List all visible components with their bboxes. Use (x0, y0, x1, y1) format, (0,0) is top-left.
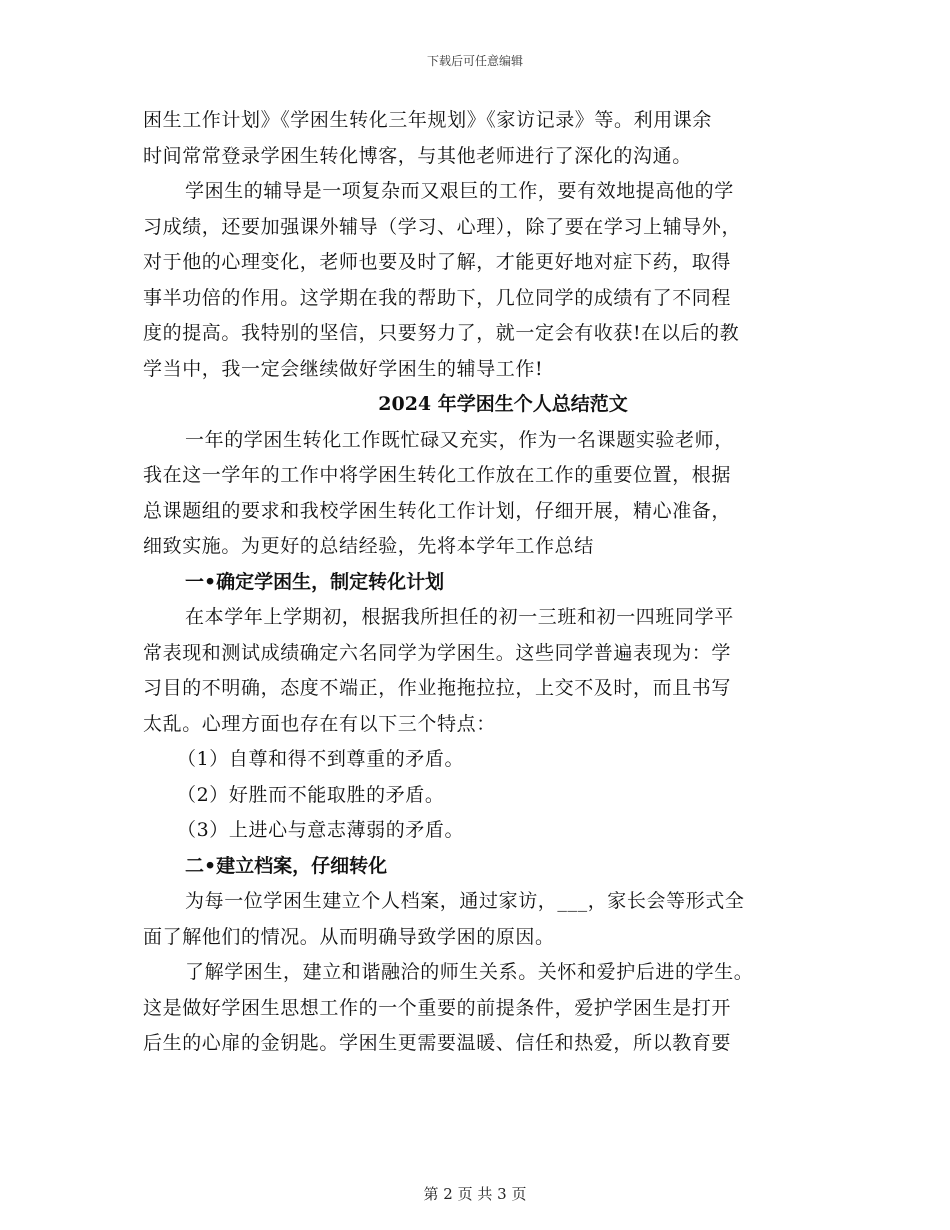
page-footer: 第 2 页 共 3 页 (423, 1185, 527, 1203)
paragraph-line: 在本学年上学期初，根据我所担任的初一三班和初一四班同学平 (185, 606, 734, 628)
list-item: （3）上进心与意志薄弱的矛盾。 (177, 819, 465, 841)
list-item: （1）自尊和得不到尊重的矛盾。 (177, 748, 465, 770)
paragraph-line: 太乱。心理方面也存在有以下三个特点： (143, 712, 496, 735)
list-item: （2）好胜而不能取胜的矛盾。 (177, 783, 445, 806)
paragraph-line: 习目的不明确，态度不端正，作业拖拖拉拉，上交不及时，而且书写 (143, 677, 732, 699)
paragraph-line: 这是做好学困生思想工作的一个重要的前提条件，爱护学困生是打开 (143, 996, 732, 1019)
paragraph-line: 细致实施。为更好的总结经验，先将本学年工作总结 (143, 535, 594, 557)
section-heading-2: 二•建立档案，仔细转化 (185, 854, 388, 877)
paragraph-line: 时间常常登录学困生转化博客，与其他老师进行了深化的沟通。 (143, 144, 692, 167)
article-title: 2024 年学困生个人总结范文 (378, 393, 628, 415)
document-body (143, 103, 823, 1062)
paragraph-line: 度的提高。我特别的坚信，只要努力了，就一定会有收获!在以后的教 (143, 322, 740, 344)
paragraph-line: 面了解他们的情况。从而明确导致学困的原因。 (143, 925, 555, 948)
paragraph-line: 学当中，我一定会继续做好学困生的辅导工作! (143, 357, 544, 380)
page-header: 下载后可任意编辑 (426, 54, 523, 68)
paragraph-line: 了解学困生，建立和谐融洽的师生关系。关怀和爱护后进的学生。 (185, 961, 754, 983)
paragraph-line: 习成绩，还要加强课外辅导（学习、心理），除了要在学习上辅导外， (143, 215, 742, 238)
paragraph-line: 总课题组的要求和我校学困生转化工作计划，仔细开展，精心准备， (143, 499, 732, 522)
paragraph-line: 学困生的辅导是一项复杂而又艰巨的工作，要有效地提高他的学 (185, 180, 734, 202)
paragraph-line: 一年的学困生转化工作既忙碌又充实，作为一名课题实验老师， (185, 428, 734, 451)
paragraph-line: 为每一位学困生建立个人档案，通过家访，___，家长会等形式全 (185, 890, 745, 912)
paragraph-line: 事半功倍的作用。这学期在我的帮助下，几位同学的成绩有了不同程 (143, 286, 732, 309)
section-heading-1: 一•确定学困生，制定转化计划 (185, 570, 445, 593)
paragraph-line: 常表现和测试成绩确定六名同学为学困生。这些同学普遍表现为：学 (143, 641, 732, 664)
paragraph-line: 对于他的心理变化，老师也要及时了解，才能更好地对症下药，取得 (143, 251, 732, 273)
paragraph-line: 我在这一学年的工作中将学困生转化工作放在工作的重要位置，根据 (143, 464, 732, 486)
paragraph-line: 困生工作计划》《学困生转化三年规划》《家访记录》等。利用课余 (143, 109, 713, 131)
paragraph-line: 后生的心扉的金钥匙。学困生更需要温暖、信任和热爱，所以教育要 (143, 1032, 732, 1054)
